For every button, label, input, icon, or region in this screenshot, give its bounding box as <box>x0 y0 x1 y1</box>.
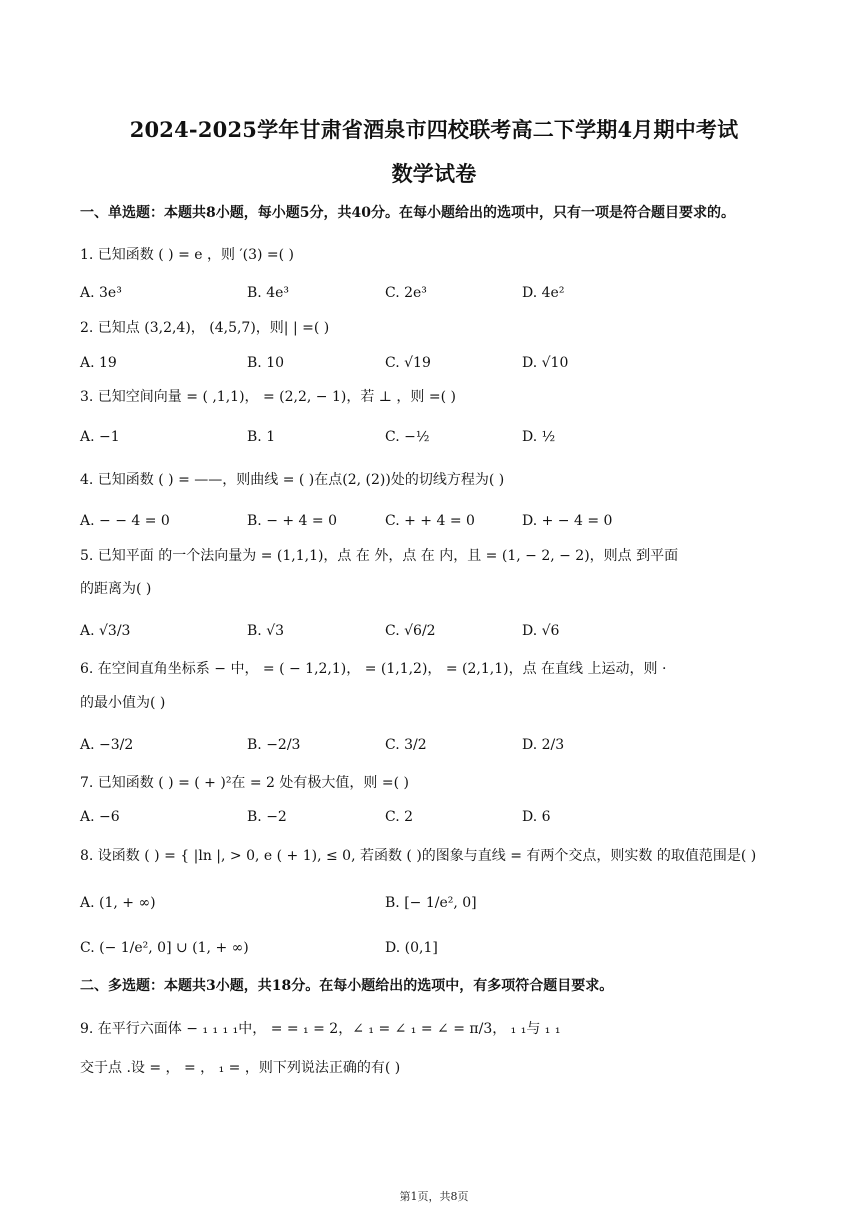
exam-subtitle: 数学试卷 <box>391 161 477 186</box>
question-2-options <box>0 352 868 376</box>
question-1-options <box>0 282 868 306</box>
question-5-stem-line1: 5. 已知平面 的一个法向量为 = (1,1,1)，点 在 外，点 在 内，且 = (1, − 2, − 2)，则点 到平面 <box>80 548 679 564</box>
option-c: C. √19 <box>385 355 431 371</box>
question-4-stem: 4. 已知函数 ( ) = ——，则曲线 = ( )在点(2, (2))处的切线方程为( ) <box>80 472 505 488</box>
option-a: A. √3/3 <box>80 623 131 639</box>
option-c: C. 3/2 <box>385 737 427 753</box>
option-d: D. (0,1] <box>385 940 438 956</box>
exam-title: 2024-2025学年甘肃省酒泉市四校联考高二下学期4月期中考试 <box>129 117 739 142</box>
option-b: B. − + 4 = 0 <box>247 513 337 529</box>
option-d: D. ½ <box>522 429 556 445</box>
question-8-options-row2 <box>0 937 868 961</box>
question-5-stem-line2: 的距离为( ) <box>80 581 152 597</box>
option-b: B. [− 1/e², 0] <box>385 895 477 911</box>
question-3-options <box>0 426 868 450</box>
option-c: C. √6/2 <box>385 623 436 639</box>
page-footer: 第1页，共8页 <box>399 1190 469 1203</box>
option-c: C. 2e³ <box>385 285 427 301</box>
question-2-stem: 2. 已知点 (3,2,4)， (4,5,7)，则| | =( ) <box>80 320 330 336</box>
question-8-stem: 8. 设函数 ( ) = { |ln |, > 0, e ( + 1), ≤ 0, 若函数 ( )的图象与直线 = 有两个交点，则实数 的取值范围是( ) <box>80 848 757 864</box>
question-6-options <box>0 734 868 758</box>
option-b: B. 4e³ <box>247 285 289 301</box>
option-c: C. 2 <box>385 809 414 825</box>
option-a: A. (1, + ∞) <box>80 895 156 911</box>
question-8-options-row1 <box>0 892 868 916</box>
option-b: B. 1 <box>247 429 276 445</box>
option-a: A. −3/2 <box>80 737 134 753</box>
section-multi-choice: 二、多选题：本题共3小题，共18分。在每小题给出的选项中，有多项符合题目要求。 <box>80 978 614 994</box>
option-c: C. (− 1/e², 0] ∪ (1, + ∞) <box>80 940 249 956</box>
option-a: A. 3e³ <box>80 285 122 301</box>
option-b: B. −2/3 <box>247 737 301 753</box>
question-9-stem-line1: 9. 在平行六面体 − ₁ ₁ ₁ ₁中， = = ₁ = 2，∠ ₁ = ∠ ₁ = ∠ = π/3， ₁ ₁与 ₁ ₁ <box>80 1021 561 1037</box>
option-d: D. √10 <box>522 355 569 371</box>
question-7-stem: 7. 已知函数 ( ) = ( + )²在 = 2 处有极大值，则 =( ) <box>80 775 409 791</box>
question-4-options <box>0 510 868 534</box>
option-d: D. √6 <box>522 623 560 639</box>
option-d: D. 6 <box>522 809 551 825</box>
question-6-stem-line2: 的最小值为( ) <box>80 695 166 711</box>
section-single-choice: 一、单选题：本题共8小题，每小题5分，共40分。在每小题给出的选项中，只有一项是符合题目要求的。 <box>80 205 735 221</box>
question-1-stem: 1. 已知函数 ( ) = e ，则 ′(3) =( ) <box>80 247 295 263</box>
option-b: B. −2 <box>247 809 287 825</box>
option-b: B. 10 <box>247 355 285 371</box>
option-a: A. − − 4 = 0 <box>80 513 170 529</box>
option-d: D. 2/3 <box>522 737 565 753</box>
question-5-options <box>0 620 868 644</box>
option-d: D. + − 4 = 0 <box>522 513 613 529</box>
question-9-stem-line2: 交于点 .设 = ， = ， ₁ = ，则下列说法正确的有( ) <box>80 1060 401 1076</box>
question-7-options <box>0 806 868 830</box>
option-b: B. √3 <box>247 623 285 639</box>
option-c: C. + + 4 = 0 <box>385 513 475 529</box>
question-3-stem: 3. 已知空间向量 = ( ,1,1)， = (2,2, − 1)，若 ⊥ ，则 =( ) <box>80 389 456 405</box>
option-a: A. −6 <box>80 809 120 825</box>
question-6-stem-line1: 6. 在空间直角坐标系 − 中， = ( − 1,2,1)， = (1,1,2)， = (2,1,1)，点 在直线 上运动，则 · <box>80 661 667 677</box>
option-d: D. 4e² <box>522 285 565 301</box>
option-c: C. −½ <box>385 429 430 445</box>
option-a: A. 19 <box>80 355 117 371</box>
option-a: A. −1 <box>80 429 120 445</box>
